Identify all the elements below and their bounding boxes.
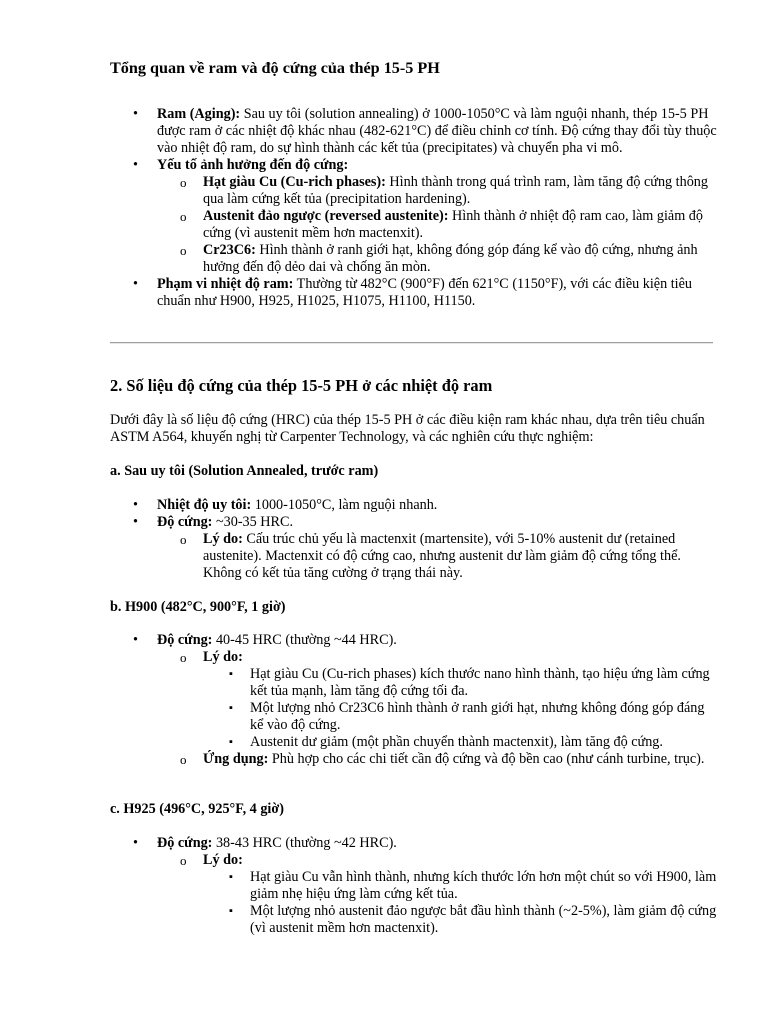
reason-detail: ▪ Một lượng nhỏ Cr23C6 hình thành ở ranh giới hạt, nhưng không đóng góp đáng kể vào độ cứng. <box>250 700 717 734</box>
range-label: Phạm vi nhiệt độ ram: <box>157 276 294 292</box>
hardness-sublist <box>157 852 717 937</box>
application-text: Phù hợp cho các chi tiết cần độ cứng và độ bền cao (như cánh turbine, trục). <box>268 751 705 767</box>
reason-item <box>203 649 717 751</box>
factor-cu-rich <box>203 174 717 208</box>
reason-detail: ▪ Hạt giàu Cu (Cu-rich phases) kích thước nano hình thành, tạo hiệu ứng làm cứng kết tủa mạnh, làm tăng độ cứng tối đa. <box>250 666 717 700</box>
reason-detail: ▪ Austenit dư giảm (một phần chuyển thành mactenxit), làm tăng độ cứng. <box>250 734 717 751</box>
list-item-aging <box>157 106 717 157</box>
factor-reversed-austenite <box>203 208 717 242</box>
aging-label: Ram (Aging): <box>157 106 241 122</box>
section-2-intro: Dưới đây là số liệu độ cứng (HRC) của thép 15-5 PH ở các điều kiện ram khác nhau, dựa trên tiêu chuẩn ASTM A564, khuyến nghị từ Carpenter Technology, và các nghiên cứu thực nghiệm: <box>110 412 705 445</box>
hardness-label: Độ cứng: <box>157 514 213 530</box>
list-item-factors <box>157 157 717 276</box>
aging-text: Sau uy tôi (solution annealing) ở 1000-1050°C và làm nguội nhanh, thép 15-5 PH được ram ở các nhiệt độ khác nhau (482-621°C) để điều chỉnh cơ tính. Độ cứng thay đổi tùy thuộc vào nhiệt độ ram, do sự hình thành các kết tủa (precipitates) và chuyển pha vi mô. <box>157 106 717 156</box>
list-item-hardness <box>157 514 717 582</box>
hardness-label: Độ cứng: <box>157 632 213 648</box>
reason-label: Lý do: <box>203 649 243 665</box>
reason-label: Lý do: <box>203 852 243 868</box>
list-item-hardness <box>157 632 717 768</box>
reason-detail: ▪ Hạt giàu Cu vẫn hình thành, nhưng kích thước lớn hơn một chút so với H900, làm giảm nhẹ hiệu ứng làm cứng kết tủa. <box>250 869 717 903</box>
reason-item <box>203 531 717 582</box>
hardness-label: Độ cứng: <box>157 835 213 851</box>
subsection-b-heading: b. H900 (482°C, 900°F, 1 giờ) <box>110 599 286 615</box>
section-1-list <box>157 106 717 310</box>
hardness-text: ~30-35 HRC. <box>212 514 293 530</box>
annealing-temp-label: Nhiệt độ uy tôi: <box>157 497 252 513</box>
factor-cu-rich-text: Hình thành trong quá trình ram, làm tăng độ cứng thông qua làm cứng kết tủa (precipitation hardening). <box>203 174 708 207</box>
subsection-c-list <box>157 835 717 937</box>
range-text: Thường từ 482°C (900°F) đến 621°C (1150°F), với các điều kiện tiêu chuẩn như H900, H925, H1025, H1075, H1100, H1150. <box>157 276 693 309</box>
hardness-text: 38-43 HRC (thường ~42 HRC). <box>212 835 397 851</box>
subsection-a-heading: a. Sau uy tôi (Solution Annealed, trước ram) <box>110 463 379 479</box>
reason-sublist <box>203 666 717 751</box>
factor-cr23c6 <box>203 242 717 276</box>
subsection-c-heading: c. H925 (496°C, 925°F, 4 giờ) <box>110 801 284 817</box>
reason-label: Lý do: <box>203 531 243 547</box>
hardness-text: 40-45 HRC (thường ~44 HRC). <box>212 632 397 648</box>
list-item-annealing-temp <box>157 497 717 514</box>
hardness-sublist <box>157 531 717 582</box>
horizontal-divider <box>110 342 713 344</box>
factor-reversed-austenite-text: Hình thành ở nhiệt độ ram cao, làm giảm độ cứng (vì austenit mềm hơn mactenxit). <box>203 208 703 241</box>
reason-sublist <box>203 869 717 937</box>
reason-text: Cấu trúc chủ yếu là mactenxit (martensite), với 5-10% austenit dư (retained austenite). Mactenxit có độ cứng cao, nhưng austenit dư làm giảm độ cứng tổng thể. Không có kết tủa tăng cường ở trạng thái này. <box>203 531 681 581</box>
factors-sublist <box>157 174 717 276</box>
reason-detail: ▪ Một lượng nhỏ austenit đảo ngược bắt đầu hình thành (~2-5%), làm giảm độ cứng (vì austenit mềm hơn mactenxit). <box>250 903 717 937</box>
factor-cu-rich-label: Hạt giàu Cu (Cu-rich phases): <box>203 174 386 190</box>
section-2-title: 2. Số liệu độ cứng của thép 15-5 PH ở các nhiệt độ ram <box>110 376 493 395</box>
factors-label: Yếu tố ảnh hưởng đến độ cứng: <box>157 157 349 173</box>
section-1-title: Tổng quan về ram và độ cứng của thép 15-5 PH <box>110 59 440 77</box>
subsection-a-list <box>157 497 717 582</box>
hardness-sublist <box>157 649 717 768</box>
list-item-temp-range <box>157 276 717 310</box>
factor-cr23c6-text: Hình thành ở ranh giới hạt, không đóng góp đáng kể vào độ cứng, nhưng ảnh hưởng đến độ dẻo dai và chống ăn mòn. <box>203 242 698 275</box>
application-item <box>203 751 717 768</box>
annealing-temp-text: 1000-1050°C, làm nguội nhanh. <box>251 497 438 513</box>
list-item-hardness <box>157 835 717 937</box>
factor-reversed-austenite-label: Austenit đảo ngược (reversed austenite): <box>203 208 449 224</box>
application-label: Ứng dụng: <box>203 751 269 767</box>
reason-item <box>203 852 717 937</box>
factor-cr23c6-label: Cr23C6: <box>203 242 256 258</box>
subsection-b-list <box>157 632 717 768</box>
